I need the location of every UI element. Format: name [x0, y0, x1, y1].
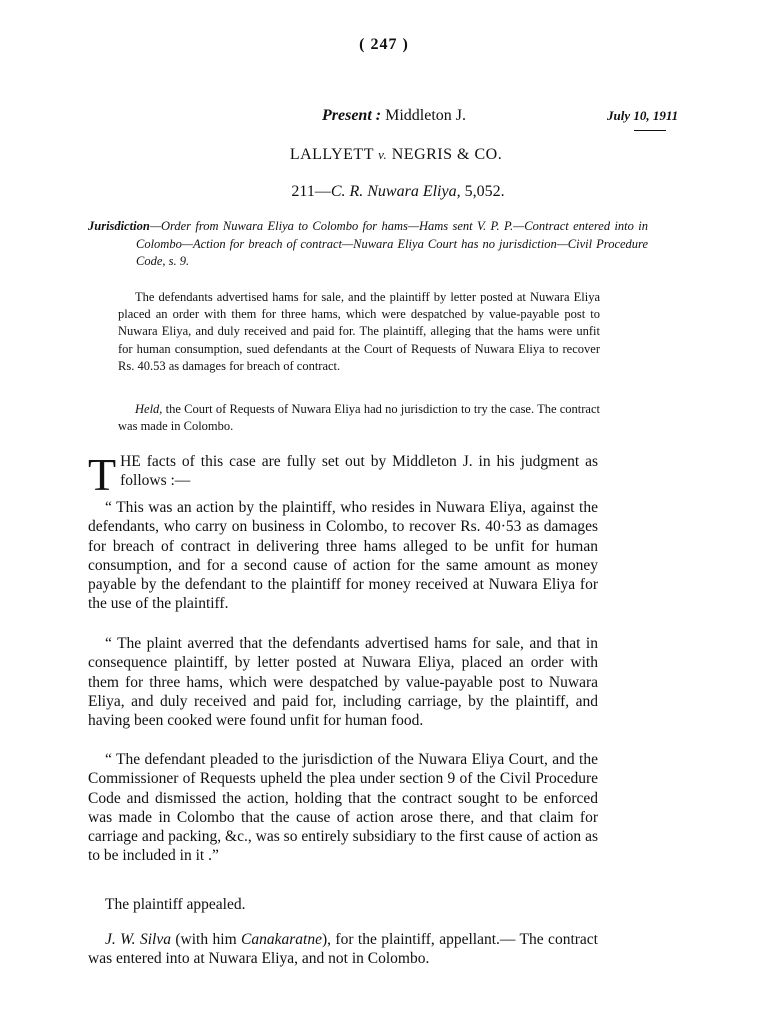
counsel-with-pre: (with him — [175, 931, 237, 948]
opening-text: HE facts of this case are fully set out by Middleton J. in his judgment as follows :— — [120, 453, 598, 490]
case-title — [0, 146, 768, 164]
case-court: C. R. Nuwara Eliya, — [330, 183, 461, 200]
case-reference — [0, 183, 768, 201]
versus: v. — [378, 147, 388, 162]
summary-facts: The defendants advertised hams for sale, and the plaintiff by letter posted at Nuwara Eliya placed an order with them for three hams, which were despatched by value-payable post to Nuwara Eliya, and duly received and paid for. The plaintiff, alleging that the hams were unfit for human consumption, sued defendants at the Court of Requests of Nuwara Eliya to recover Rs. 40.53 as damages for breach of contract. — [118, 290, 600, 373]
counsel-paragraph — [88, 930, 598, 969]
counsel-argument: The contract was entered into at Nuwara Eliya, and not in Colombo. — [88, 931, 598, 968]
date-rule — [634, 130, 666, 131]
judgment-paragraph-2: “ The plaint averred that the defendants advertised hams for sale, and that in consequence plaintiff, by letter posted at Nuwara Eliya, placed an order with them for three hams, which were despatched by value-payable post to Nuwara Eliya, and duly received and paid for, including carriage, by the plaintiff, and having been cooked were found unfit for human food. — [88, 635, 598, 730]
judgment-date: July 10, 1911 — [607, 108, 679, 123]
held-text: the Court of Requests of Nuwara Eliya had no jurisdiction to try the case. The contract was made in Colombo. — [118, 402, 601, 434]
opening-paragraph — [88, 449, 598, 500]
defendant-name: NEGRIS & CO. — [391, 146, 503, 163]
drop-cap: T — [88, 449, 117, 500]
counsel-with-post: ), for the plaintiff, appellant.— — [321, 931, 516, 948]
plaintiff-name: LALLYETT — [289, 146, 374, 163]
counsel-name: J. W. Silva — [105, 931, 171, 948]
summary-held — [118, 401, 600, 435]
page-number: ( 247 ) — [359, 36, 409, 53]
held-label: Held, — [135, 402, 163, 416]
case-number: 211— — [291, 183, 331, 200]
counsel-with-name: Canakaratne — [241, 931, 322, 948]
headnote-lead: Jurisdiction — [88, 219, 150, 233]
judge-name: Middleton J. — [385, 107, 466, 124]
headnote — [88, 218, 648, 271]
judgment-paragraph-3: “ The defendant pleaded to the jurisdiction of the Nuwara Eliya Court, and the Commissioner of Requests upheld the plea under section 9 of the Civil Procedure Code and dismissed the action, holding that the contract sought to be enforced was made in Colombo that the cause of action arose there, and that claim for carriage and packing, &c., was so entirely subsidiary to the first cause of action as to be included in it .” — [88, 751, 598, 865]
judgment-paragraph-1: “ This was an action by the plaintiff, who resides in Nuwara Eliya, against the defendants, who carry on business in Colombo, to recover Rs. 40·53 as damages for breach of contract in delivering three hams alleged to be unfit for human consumption, and for a second cause of action for the same amount as money payable by the defendant to the plaintiff for money received at Nuwara Eliya for the use of the plaintiff. — [88, 499, 598, 613]
present-label: Present : — [322, 107, 382, 124]
appeal-line: The plaintiff appealed. — [105, 896, 246, 913]
headnote-text: —Order from Nuwara Eliya to Colombo for hams—Hams sent V. P. P.—Contract entered into in Colombo—Action for breach of contract—Nuwara Eliya Court has no jurisdiction—Civil Procedure Code, s. 9. — [136, 219, 648, 268]
case-id: 5,052. — [464, 183, 505, 200]
